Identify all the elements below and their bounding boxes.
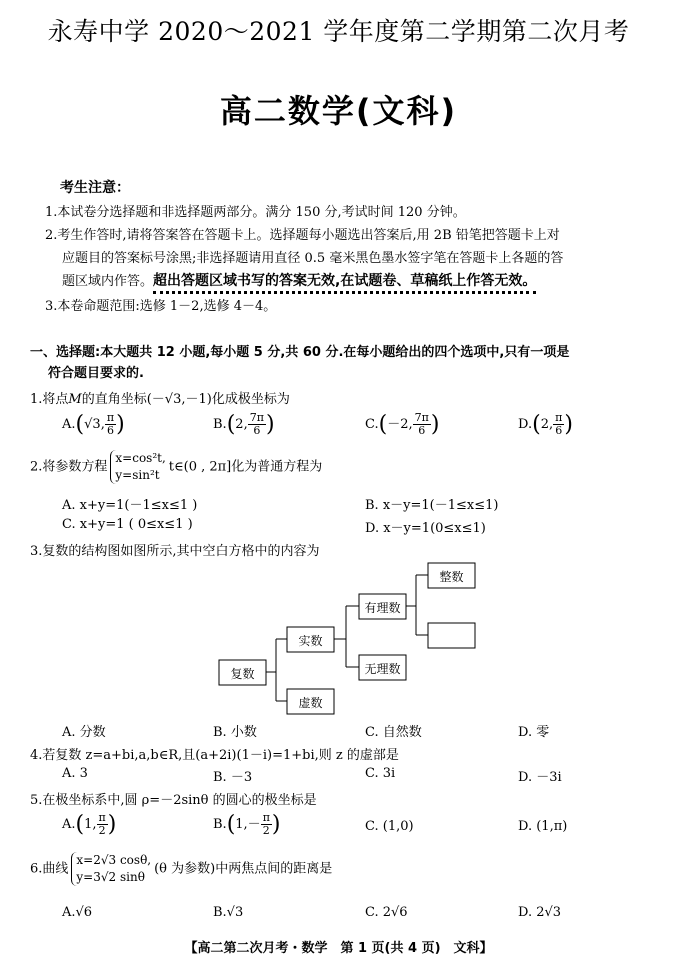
q1-option-c: C.(－2, $\frac{7\pi}{6}$ ) — [365, 411, 440, 437]
q4-option-d: D. －3i — [518, 770, 562, 785]
question-4: 4.若复数 z=a+bi,a,b∈R,且(a+2i)(1－i)=1+bi,则 z 的虚部是 — [30, 748, 399, 763]
q1-option-d: D.(2, $\frac{\pi}{6}$ ) — [518, 411, 573, 437]
q1-var: M — [68, 392, 82, 407]
notice-item-3: 3.本卷命题范围:选修 1－2,选修 4－4。 — [45, 299, 277, 314]
q1-c-num: 7π — [414, 411, 429, 424]
q1-text-a: 1.将点 — [30, 392, 69, 407]
q1-d-val: 2 — [540, 417, 549, 432]
q1-c-den: 6 — [418, 424, 426, 437]
q4-option-b: B. －3 — [213, 770, 253, 785]
page-footer: 【高二第二次月考・数学 第 1 页(共 4 页) 文科】 — [184, 941, 493, 956]
q6-eq2: y=3√2 sinθ — [76, 870, 145, 884]
label-rational: 有理数 — [364, 601, 401, 615]
q6-option-d: D. 2√3 — [518, 905, 562, 920]
q1-a-den: 6 — [106, 424, 114, 437]
q2-eq2: y=sin²t — [115, 468, 160, 482]
label-imag: 虚数 — [298, 696, 323, 710]
q3-option-d: D. 零 — [518, 725, 550, 740]
q6-text-a: 6.曲线 — [30, 861, 69, 877]
q1-b-val: 2 — [235, 417, 244, 432]
notice-item-2-cont: 应题目的答案标号涂黑;非选择题请用直径 0.5 毫米黑色墨水签字笔在答题卡上各题的答 — [62, 251, 564, 266]
q2-text-a: 2.将参数方程 — [30, 459, 108, 475]
label-complex: 复数 — [230, 667, 255, 681]
q6-option-c: C. 2√6 — [365, 905, 408, 920]
q5-b-label: B. — [213, 817, 227, 832]
question-3: 3.复数的结构图如图所示,其中空白方格中的内容为 — [30, 544, 320, 559]
q2-eq1: x=cos²t, — [115, 451, 166, 465]
exam-subtitle: 高二数学(文科) — [219, 92, 458, 130]
q1-d-num: π — [555, 411, 563, 424]
q5-b-val: 1,－ — [235, 817, 261, 832]
q1-d-den: 6 — [555, 424, 563, 437]
q1-option-a: A.(√3, $\frac{\pi}{6}$ ) — [62, 411, 125, 437]
q4-option-a: A. 3 — [62, 766, 88, 781]
q6-equation-system — [71, 852, 151, 886]
q5-option-a: A.(1, $\frac{\pi}{2}$ ) — [62, 811, 117, 837]
label-real: 实数 — [298, 634, 323, 648]
q2-text-b: t∈(0 , 2π]化为普通方程为 — [168, 459, 323, 475]
q5-b-num: π — [262, 811, 270, 824]
label-irrational: 无理数 — [364, 662, 401, 676]
notice-item-2: 2.考生作答时,请将答案答在答题卡上。选择题每小题选出答案后,用 2B 铅笔把答题卡上对 — [45, 228, 560, 243]
q6-option-b: B.√3 — [213, 905, 244, 920]
q2-option-d: D. x－y=1(0≤x≤1) — [365, 521, 486, 536]
q2-option-b: B. x－y=1(－1≤x≤1) — [365, 498, 499, 513]
exam-title: 永寿中学 2020～2021 学年度第二学期第二次月考 — [47, 17, 630, 46]
q1-a-label: A. — [62, 417, 76, 432]
section-heading-cont: 符合题目要求的. — [48, 366, 144, 381]
q3-option-a: A. 分数 — [62, 725, 106, 740]
q5-a-label: A. — [62, 817, 76, 832]
q4-option-c: C. 3i — [365, 766, 396, 781]
q5-option-c: C. (1,0) — [365, 819, 414, 834]
q5-a-num: π — [98, 811, 106, 824]
q1-c-val: －2 — [387, 417, 409, 432]
section-heading: 一、选择题:本大题共 12 小题,每小题 5 分,共 60 分.在每小题给出的四个选项中,只有一项是 — [30, 345, 570, 360]
q1-text-b: 的直角坐标(－√3,－1)化成极坐标为 — [81, 392, 290, 407]
q5-option-d: D. (1,π) — [518, 819, 568, 834]
q1-d-label: D. — [518, 417, 533, 432]
q1-a-num: π — [106, 411, 115, 424]
question-6 — [30, 852, 332, 886]
box-blank — [428, 623, 475, 648]
q6-eq1: x=2√3 cosθ, — [76, 853, 152, 867]
q2-option-c: C. x+y=1 ( 0≤x≤1 ) — [62, 517, 193, 532]
q5-b-den: 2 — [262, 824, 270, 837]
q5-a-val: 1, — [84, 817, 97, 832]
q1-a-val: √3 — [84, 417, 101, 432]
notice-emphasis: 超出答题区域书写的答案无效,在试题卷、草稿纸上作答无效。 — [153, 273, 536, 294]
q6-option-a: A.√6 — [62, 905, 93, 920]
q1-b-label: B. — [213, 417, 227, 432]
notice-item-1: 1.本试卷分选择题和非选择题两部分。满分 150 分,考试时间 120 分钟。 — [45, 205, 466, 220]
q2-option-a: A. x+y=1(－1≤x≤1 ) — [62, 498, 198, 513]
q6-text-b: (θ 为参数)中两焦点间的距离是 — [154, 861, 333, 877]
q1-b-den: 6 — [253, 424, 261, 437]
q3-option-c: C. 自然数 — [365, 725, 422, 740]
q1-c-label: C. — [365, 417, 379, 432]
q5-option-b: B.(1,－ $\frac{\pi}{2}$ ) — [213, 811, 281, 837]
label-integer: 整数 — [439, 570, 464, 584]
notice-item-2-tail: 题区域内作答。 — [62, 274, 154, 289]
question-5: 5.在极坐标系中,圆 ρ=－2sinθ 的圆心的极坐标是 — [30, 793, 317, 808]
q1-option-b: B.(2, $\frac{7\pi}{6}$ ) — [213, 411, 275, 437]
q5-a-den: 2 — [98, 824, 106, 837]
q1-b-num: 7π — [249, 411, 264, 424]
q3-option-b: B. 小数 — [213, 725, 257, 740]
notice-heading: 考生注意： — [60, 180, 130, 196]
